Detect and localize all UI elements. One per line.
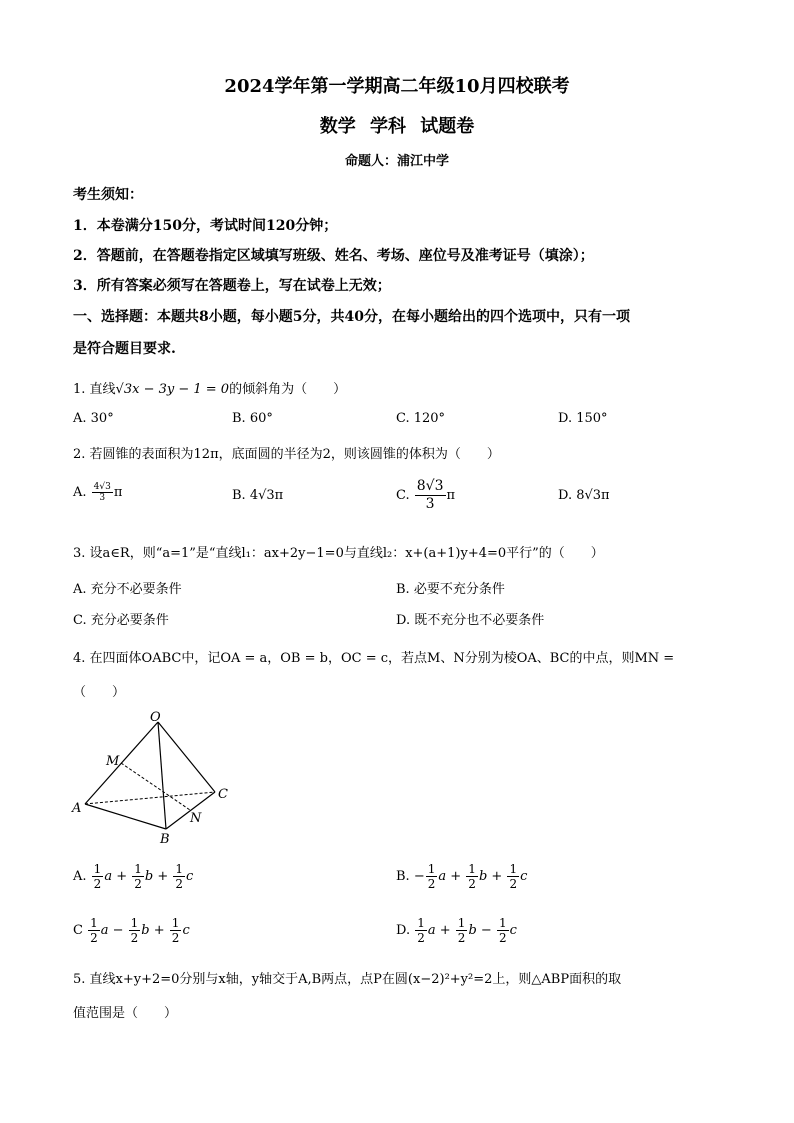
question-5: 5. 直线x+y+2=0分别与x轴，y轴交于A,B两点，点P在圆(x−2)²+y²=2上，则△ABP面积的取 xyxy=(73,972,622,987)
fraction xyxy=(173,862,185,891)
fraction xyxy=(132,862,144,891)
question-2-option-d: D. 8√3π xyxy=(558,488,610,503)
label-n: N xyxy=(190,811,202,826)
option-label: A. xyxy=(73,869,87,884)
fraction xyxy=(88,916,100,945)
question-3-option-a: A. 充分不必要条件 xyxy=(73,582,182,597)
question-3: 3. 设a∈R，则“a=1”是“直线l₁：ax+2y−1=0与直线l₂：x+(a+1)y+4=0平行”的（ ） xyxy=(73,546,604,561)
term: b + xyxy=(141,923,165,938)
question-3-option-d: D. 既不充分也不必要条件 xyxy=(396,613,545,628)
option-label: A. xyxy=(73,485,87,500)
edge-ob xyxy=(158,722,166,829)
tetrahedron-figure xyxy=(68,705,238,850)
numerator: 1 xyxy=(134,862,142,876)
numerator: 1 xyxy=(130,916,139,930)
question-1-equation: √3x − 3y − 1 = 0 xyxy=(115,382,230,397)
option-label: C. xyxy=(396,488,410,503)
pi-symbol: π xyxy=(113,485,123,500)
question-1-prefix: 1. 直线 xyxy=(73,382,116,397)
term: a + xyxy=(438,869,462,884)
term: a + xyxy=(427,923,451,938)
label-c: C xyxy=(218,787,228,802)
fraction xyxy=(456,916,468,945)
fraction xyxy=(507,862,519,891)
denominator: 2 xyxy=(93,877,102,891)
exam-author: 命题人：浦江中学 xyxy=(344,154,449,169)
question-2-option-c xyxy=(396,478,455,513)
question-1-option-c: C. 120° xyxy=(396,411,446,426)
question-1-option-a: A. 30° xyxy=(73,411,114,426)
notice-item-3: 3．所有答案必须写在答题卷上，写在试卷上无效； xyxy=(73,278,391,294)
fraction xyxy=(129,916,141,945)
fraction xyxy=(497,916,509,945)
question-4-option-b xyxy=(396,862,527,891)
term: a + xyxy=(104,869,128,884)
question-2: 2. 若圆锥的表面积为12π，底面圆的半径为2，则该圆锥的体积为（ ） xyxy=(73,447,500,462)
term: b − xyxy=(468,923,492,938)
numerator: 8√3 xyxy=(416,478,444,494)
denominator: 2 xyxy=(468,877,476,891)
question-2-option-a xyxy=(73,482,122,503)
pi-symbol: π xyxy=(446,488,456,503)
fraction xyxy=(426,862,438,891)
question-1-option-b: B. 60° xyxy=(232,411,273,426)
denominator: 2 xyxy=(134,877,142,891)
numerator: 1 xyxy=(509,862,518,876)
question-4-option-a xyxy=(73,862,193,891)
question-4-cont: （ ） xyxy=(73,685,126,700)
denominator: 2 xyxy=(130,931,139,945)
label-m: M xyxy=(106,754,120,769)
numerator: 1 xyxy=(468,862,476,876)
term: a − xyxy=(100,923,124,938)
exam-subtitle: 数学 学科 试题卷 xyxy=(319,116,475,137)
term: c xyxy=(186,869,194,884)
term: b + xyxy=(478,869,503,884)
numerator: 4√3 xyxy=(93,482,111,492)
numerator: 1 xyxy=(93,862,102,876)
term: c xyxy=(520,869,528,884)
denominator: 3 xyxy=(99,493,106,503)
numerator: 1 xyxy=(175,862,184,876)
numerator: 1 xyxy=(498,916,507,930)
section-1-heading: 一、选择题：本题共8小题，每小题5分，共40分，在每小题给出的四个选项中，只有一项 xyxy=(73,309,630,325)
segment-mn xyxy=(121,763,190,810)
option-label: B. xyxy=(396,869,410,884)
question-4-option-c xyxy=(73,916,190,945)
fraction xyxy=(466,862,478,891)
fraction xyxy=(415,478,446,513)
question-4: 4. 在四面体OABC中，记OA = a，OB = b，OC = c，若点M、N分别为棱OA、BC的中点，则MN = xyxy=(73,651,675,666)
question-3-option-b: B. 必要不充分条件 xyxy=(396,582,505,597)
minus-sign: − xyxy=(413,869,425,884)
question-5-cont: 值范围是（ ） xyxy=(73,1006,178,1021)
question-2-option-b: B. 4√3π xyxy=(232,488,284,503)
label-a: A xyxy=(72,801,82,816)
question-4-option-d xyxy=(396,916,517,945)
edge-ab xyxy=(85,804,166,829)
fraction xyxy=(170,916,182,945)
fraction xyxy=(92,862,104,891)
denominator: 2 xyxy=(509,877,518,891)
fraction xyxy=(415,916,427,945)
notice-heading: 考生须知： xyxy=(73,187,143,203)
question-1-option-d: D. 150° xyxy=(558,411,608,426)
denominator: 2 xyxy=(427,877,436,891)
option-label: D. xyxy=(396,923,411,938)
denominator: 2 xyxy=(175,877,184,891)
numerator: 1 xyxy=(427,862,436,876)
edge-oc xyxy=(158,722,215,792)
edge-ac-hidden xyxy=(85,792,215,804)
denominator: 3 xyxy=(425,496,435,512)
question-1-suffix: 的倾斜角为（ ） xyxy=(229,382,347,397)
numerator: 1 xyxy=(90,916,98,930)
option-label: C xyxy=(73,923,83,938)
question-3-option-c: C. 充分必要条件 xyxy=(73,613,169,628)
term: c xyxy=(509,923,517,938)
denominator: 2 xyxy=(417,931,425,945)
denominator: 2 xyxy=(171,931,180,945)
numerator: 1 xyxy=(417,916,425,930)
term: c xyxy=(182,923,190,938)
denominator: 2 xyxy=(457,931,466,945)
label-o: O xyxy=(150,710,161,725)
fraction xyxy=(92,482,113,503)
notice-item-2: 2．答题前，在答题卷指定区域填写班级、姓名、考场、座位号及准考证号（填涂）； xyxy=(73,248,594,264)
question-1 xyxy=(73,378,346,397)
label-b: B xyxy=(160,832,170,847)
notice-item-1: 1．本卷满分150分，考试时间120分钟； xyxy=(73,218,338,234)
exam-title: 2024学年第一学期高二年级10月四校联考 xyxy=(224,76,570,97)
denominator: 2 xyxy=(498,931,507,945)
numerator: 1 xyxy=(171,916,180,930)
denominator: 2 xyxy=(90,931,98,945)
section-1-heading-cont: 是符合题目要求. xyxy=(73,341,176,357)
numerator: 1 xyxy=(457,916,466,930)
term: b + xyxy=(144,869,169,884)
